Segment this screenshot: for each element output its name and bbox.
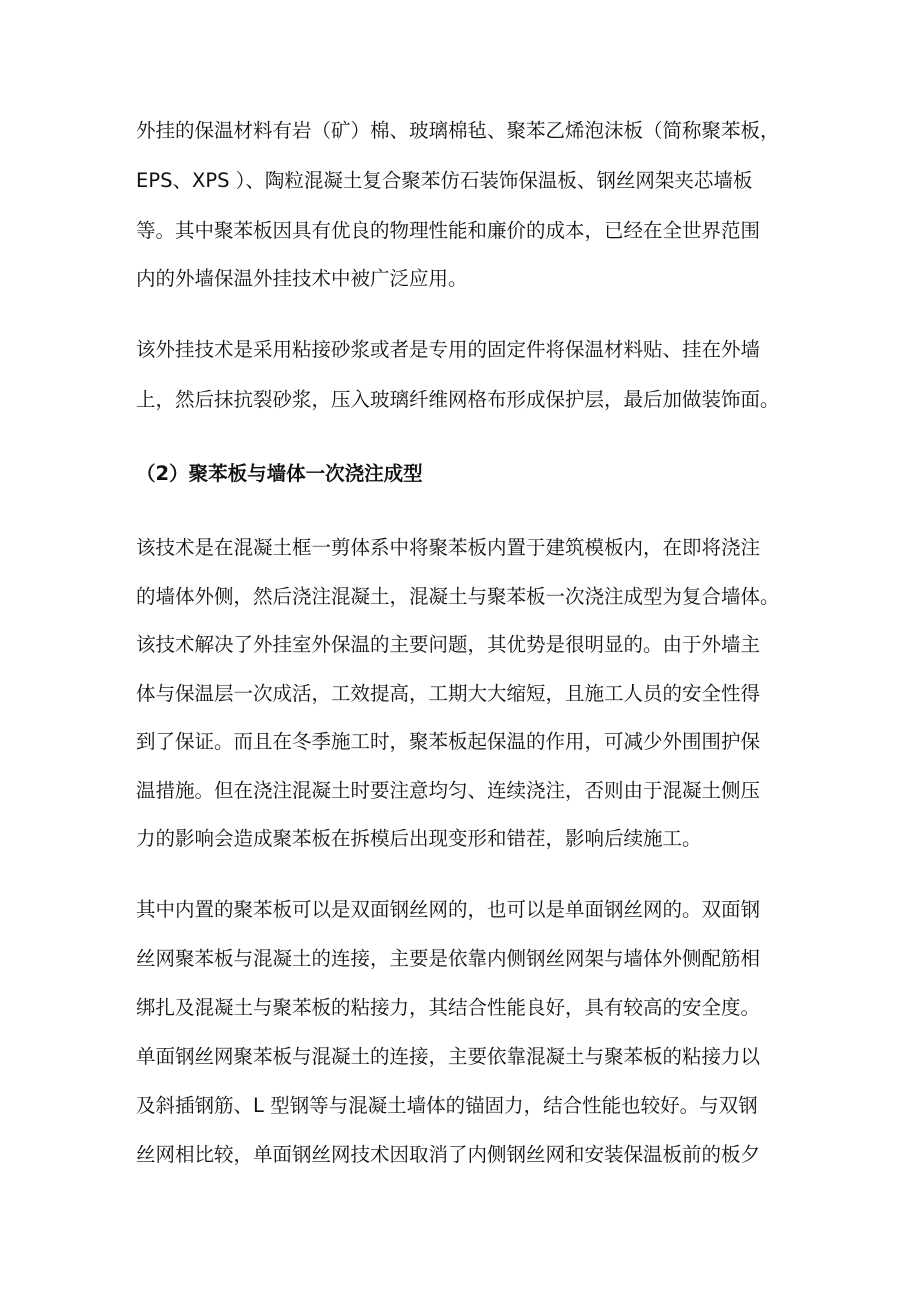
text-line: 绑扎及混凝土与聚苯板的粘接力，其结合性能良好，具有较高的安全度。 <box>136 996 761 1019</box>
text-line: 其中内置的聚苯板可以是双面钢丝网的，也可以是单面钢丝网的。双面钢 <box>136 898 761 921</box>
text-line: 丝网聚苯板与混凝土的连接，主要是依靠内侧钢丝网架与墙体外侧配筋相 <box>136 947 761 970</box>
text-line: 温措施。但在浇注混凝土时要注意均匀、连续浇注，否则由于混凝土侧压 <box>136 779 761 802</box>
text-line: 内的外墙保温外挂技术中被广泛应用。 <box>136 267 468 290</box>
text-line: 该外挂技术是采用粘接砂浆或者是专用的固定件将保温材料贴、挂在外墙 <box>136 338 761 361</box>
text-line: 等。其中聚苯板因具有优良的物理性能和廉价的成本，已经在全世界范围 <box>136 219 761 242</box>
text-line: 单面钢丝网聚苯板与混凝土的连接，主要依靠混凝土与聚苯板的粘接力以 <box>136 1045 761 1068</box>
text-line: 的墙体外侧，然后浇注混凝土，混凝土与聚苯板一次浇注成型为复合墙体。 <box>136 585 780 608</box>
text-line: 及斜插钢筋、L 型钢等与混凝土墙体的锚固力，结合性能也较好。与双钢 <box>136 1094 758 1117</box>
section-heading: （2）聚苯板与墙体一次浇注成型 <box>136 462 423 485</box>
text-line: 该技术是在混凝土框一剪体系中将聚苯板内置于建筑模板内，在即将浇注 <box>136 536 761 559</box>
text-line: 该技术解决了外挂室外保温的主要问题，其优势是很明显的。由于外墙主 <box>136 633 761 656</box>
text-line: 外挂的保温材料有岩（矿）棉、玻璃棉毡、聚苯乙烯泡沫板（简称聚苯板， <box>136 119 780 142</box>
text-line: 体与保温层一次成活，工效提高，工期大大缩短，且施工人员的安全性得 <box>136 682 761 705</box>
text-line: 丝网相比较，单面钢丝网技术因取消了内侧钢丝网和安装保温板前的板夕 <box>136 1143 761 1166</box>
text-line: 力的影响会造成聚苯板在拆模后出现变形和错茬，影响后续施工。 <box>136 827 702 850</box>
text-line: 到了保证。而且在冬季施工时，聚苯板起保温的作用，可减少外围围护保 <box>136 730 761 753</box>
text-line: EPS、XPS ）、陶粒混凝土复合聚苯仿石装饰保温板、钢丝网架夹芯墙板 <box>136 169 753 192</box>
text-line: 上，然后抹抗裂砂浆，压入玻璃纤维网格布形成保护层，最后加做装饰面。 <box>136 388 780 411</box>
